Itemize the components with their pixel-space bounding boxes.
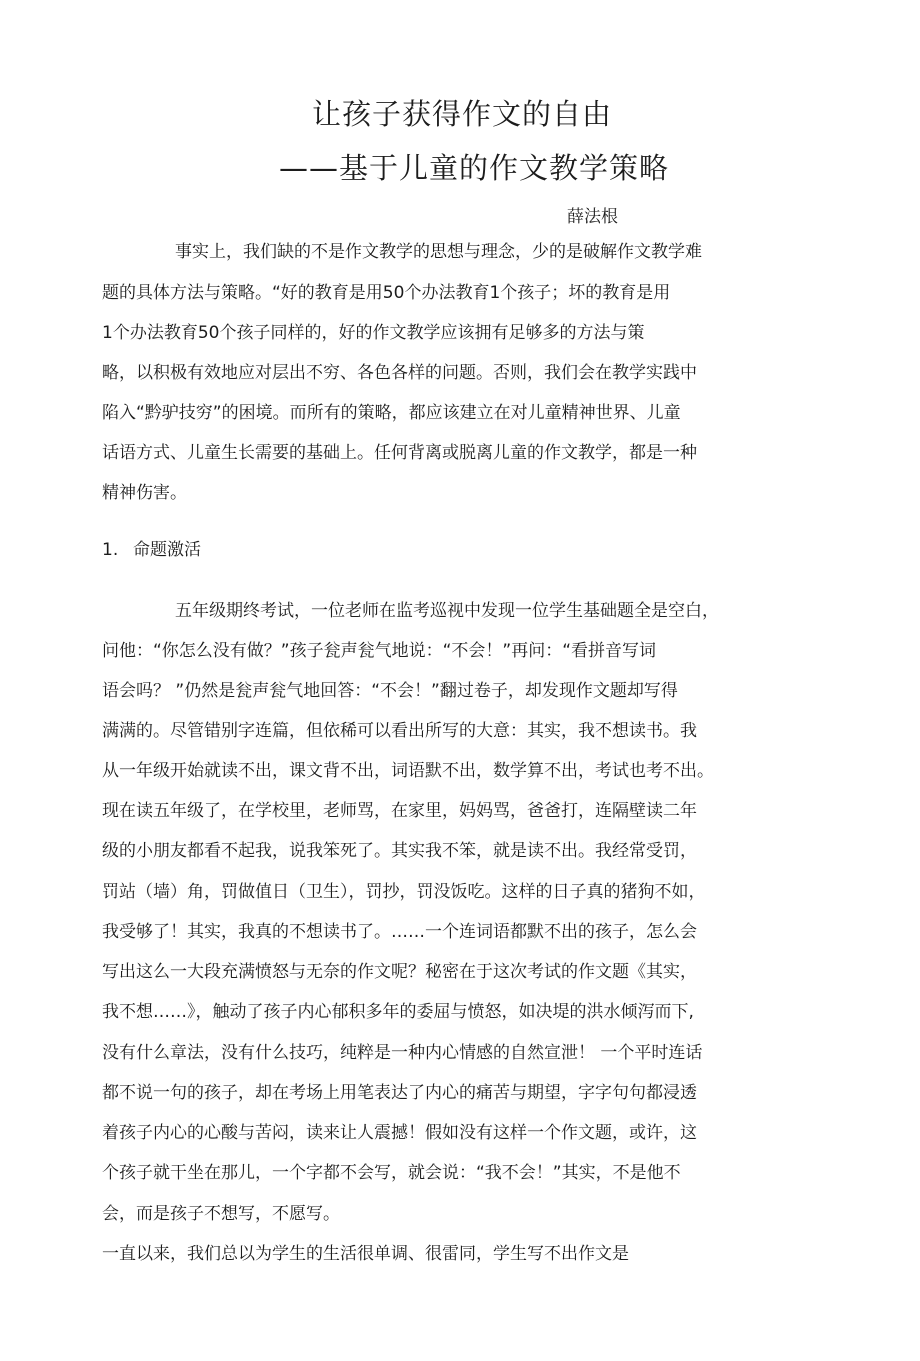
document-subtitle: ——基于儿童的作文教学策略 (278, 151, 669, 185)
document-title: 让孩子获得作文的自由 (311, 97, 612, 131)
body-line: 个孩子就干坐在那儿，一个字都不会写，就会说：“我不会！”其实，不是他不 (102, 1163, 681, 1183)
body-line: 级的小朋友都看不起我，说我笨死了。其实我不笨，就是读不出。我经常受罚， (102, 841, 697, 861)
intro-line: 事实上，我们缺的不是作文教学的思想与理念，少的是破解作文教学难 (175, 242, 702, 262)
body-line: 罚站（墙）角，罚做值日（卫生），罚抄，罚没饭吃。这样的日子真的猪狗不如， (102, 882, 706, 902)
body-line: 从一年级开始就读不出，课文背不出，词语默不出，数学算不出，考试也考不出。 (102, 761, 714, 781)
body-line: 问他：“你怎么没有做？”孩子瓮声瓮气地说：“不会！”再问：“看拼音写词 (102, 641, 657, 661)
author-name: 薛法根 (567, 207, 618, 227)
section-number: 1. (102, 540, 119, 560)
body-line: 我不想……》，触动了孩子内心郁积多年的委屈与愤怒，如决堤的洪水倾泻而下, (102, 1002, 694, 1022)
body-line: 着孩子内心的心酸与苦闷，读来让人震撼！假如没有这样一个作文题，或许，这 (102, 1123, 697, 1143)
intro-line: 话语方式、儿童生长需要的基础上。任何背离或脱离儿童的作文教学，都是一种 (102, 443, 697, 463)
body-line: 我受够了！其实，我真的不想读书了。……一个连词语都默不出的孩子，怎么会 (102, 922, 697, 942)
body-line: 都不说一句的孩子，却在考场上用笔表达了内心的痛苦与期望，字字句句都浸透 (102, 1083, 697, 1103)
body-line: 没有什么章法，没有什么技巧，纯粹是一种内心情感的自然宣泄！ 一个平时连话 (102, 1043, 703, 1063)
body-line: 语会吗？ ”仍然是瓮声瓮气地回答：“不会！”翻过卷子，却发现作文题却写得 (102, 681, 678, 701)
body-line: 一直以来，我们总以为学生的生活很单调、很雷同，学生写不出作文是 (102, 1244, 629, 1264)
body-line: 五年级期终考试，一位老师在监考巡视中发现一位学生基础题全是空白， (175, 601, 719, 621)
intro-line: 略，以积极有效地应对层出不穷、各色各样的问题。否则，我们会在教学实践中 (102, 363, 697, 383)
intro-line: 1个办法教育50个孩子同样的，好的作文教学应该拥有足够多的方法与策 (102, 323, 645, 343)
intro-line: 题的具体方法与策略。“好的教育是用50个办法教育1个孩子；坏的教育是用 (102, 283, 671, 303)
body-line: 现在读五年级了，在学校里，老师骂，在家里，妈妈骂，爸爸打，连隔壁读二年 (102, 801, 697, 821)
body-line: 会，而是孩子不想写，不愿写。 (102, 1204, 340, 1224)
section-heading (102, 535, 201, 560)
intro-line: 精神伤害。 (102, 483, 187, 503)
section-title: 命题激活 (133, 540, 201, 560)
intro-line: 陷入“黔驴技穷”的困境。而所有的策略，都应该建立在对儿童精神世界、儿童 (102, 403, 681, 423)
body-line: 写出这么一大段充满愤怒与无奈的作文呢？秘密在于这次考试的作文题《其实， (102, 962, 697, 982)
body-line: 满满的。尽管错别字连篇，但依稀可以看出所写的大意：其实，我不想读书。我 (102, 721, 697, 741)
